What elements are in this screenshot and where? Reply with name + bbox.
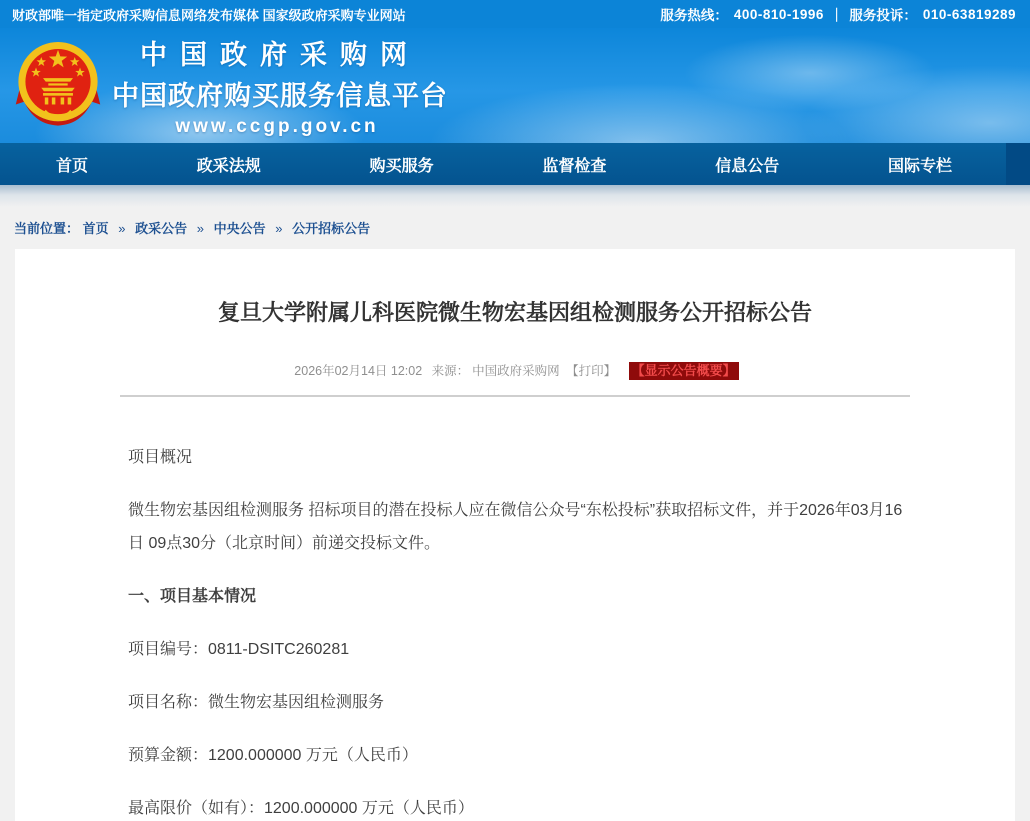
service-contacts — [660, 4, 1016, 24]
source-name: 中国政府采购网 — [472, 364, 560, 378]
site-url: www.ccgp.gov.cn — [175, 116, 379, 137]
masthead-banner — [0, 28, 1030, 143]
nav-item-international[interactable]: 国际专栏 — [887, 157, 952, 175]
paragraph-budget: 预算金额：1200.000000 万元（人民币） — [128, 747, 418, 764]
breadcrumb-separator: » — [196, 221, 205, 236]
nav-item-announcements[interactable]: 信息公告 — [715, 157, 780, 175]
paragraph-tender-intro: 微生物宏基因组检测服务 招标项目的潜在投标人应在微信公众号“东松投标”获取招标文件，并于2026年03月16日 09点30分（北京时间）前递交投标文件。 — [128, 502, 903, 552]
site-brand — [112, 33, 448, 138]
nav-item-regulations[interactable]: 政采法规 — [196, 157, 261, 175]
nav-item-purchase-services[interactable]: 购买服务 — [369, 157, 434, 175]
national-emblem-icon — [14, 39, 102, 133]
site-slogan: 财政部唯一指定政府采购信息网络发布媒体 国家级政府采购专业网站 — [12, 7, 406, 23]
breadcrumb-location-label: 当前位置： — [14, 221, 80, 236]
hotline-label: 服务热线： — [660, 8, 728, 23]
title-divider — [120, 395, 910, 397]
print-button[interactable]: 【打印】 — [566, 364, 617, 378]
paragraph-max-price: 最高限价（如有）：1200.000000 万元（人民币） — [128, 800, 474, 817]
site-subtitle: 中国政府购买服务信息平台 — [112, 81, 448, 111]
hotline-number: 400-810-1996 — [733, 6, 824, 22]
source-label: 来源： — [431, 364, 470, 378]
nav-item-supervision[interactable]: 监督检查 — [542, 157, 607, 175]
article-meta — [15, 361, 1015, 380]
nav-item-home[interactable]: 首页 — [56, 157, 89, 175]
breadcrumb-item-home[interactable]: 首页 — [82, 221, 109, 236]
complaint-label: 服务投诉： — [849, 8, 917, 23]
section-heading-basic-info: 一、项目基本情况 — [128, 588, 257, 605]
article-body — [128, 441, 910, 821]
contact-separator: ｜ — [829, 8, 844, 23]
publish-datetime: 2026年02月14日 12:02 — [294, 364, 423, 378]
top-utility-bar — [0, 0, 1030, 28]
main-navigation — [0, 143, 1030, 185]
paragraph-project-overview: 项目概况 — [128, 449, 193, 466]
paragraph-project-name: 项目名称：微生物宏基因组检测服务 — [128, 694, 385, 711]
nav-fade-strip — [0, 185, 1030, 207]
breadcrumb-separator: » — [275, 221, 283, 236]
article-card — [15, 249, 1015, 821]
breadcrumb — [0, 207, 1030, 249]
breadcrumb-item-central-notices[interactable]: 中央公告 — [213, 221, 266, 236]
breadcrumb-separator: » — [118, 221, 126, 236]
paragraph-project-number: 项目编号：0811-DSITC260281 — [128, 641, 350, 658]
article-title: 复旦大学附属儿科医院微生物宏基因组检测服务公开招标公告 — [217, 300, 812, 325]
site-name: 中国政府采购网 — [140, 40, 420, 70]
complaint-number: 010-63819289 — [922, 6, 1016, 22]
breadcrumb-item-open-tender-notices[interactable]: 公开招标公告 — [292, 221, 371, 236]
breadcrumb-item-procurement-notices[interactable]: 政采公告 — [135, 221, 188, 236]
show-summary-button[interactable]: 【显示公告概要】 — [629, 362, 739, 380]
